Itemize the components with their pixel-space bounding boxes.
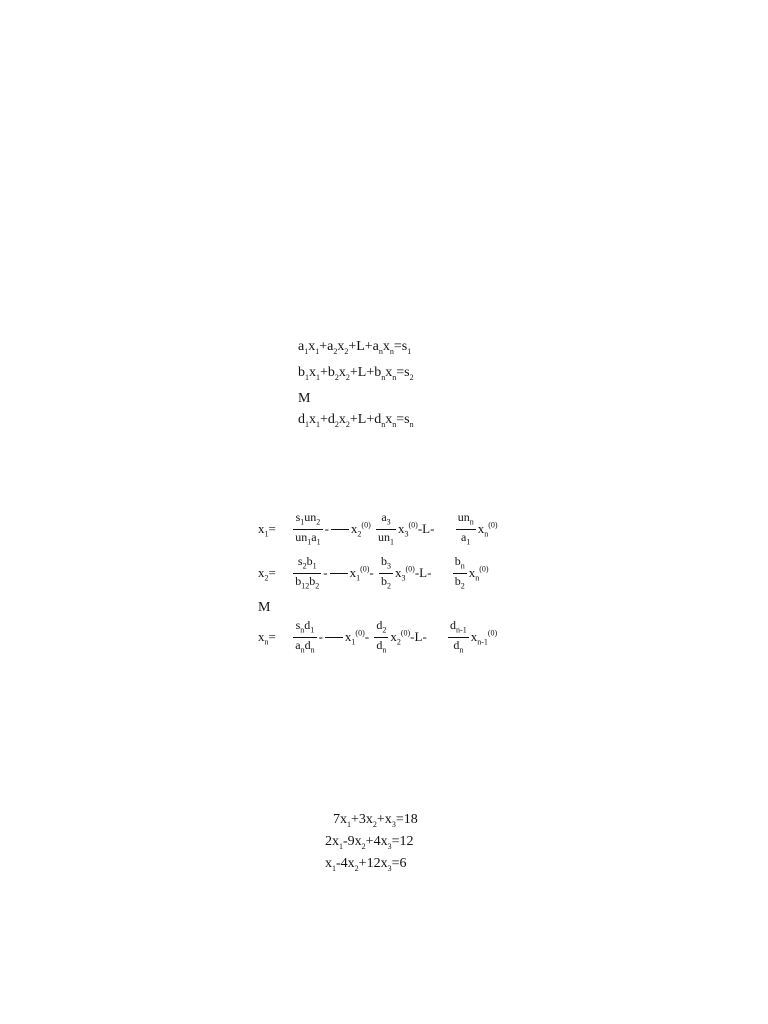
jacobi-row-2: $x_2=$ $\frac{s_2b_1}{b_{12}b_2}$ - $x_1^{(0)}-$ $\frac{b_3}{b_2}$ $x_3^{(0)}-L-$ $\frac{b_n}{b_2}$ $x_n^{(0)}$ <box>258 554 489 591</box>
equation-1: $a_1x_1+a_2x_2+L+a_nx_n=s_1$ <box>298 339 412 356</box>
ellipsis-m: M <box>258 600 271 615</box>
example-equation-2: $2x_1-9x_2+4x_3=12$ <box>325 834 414 851</box>
ellipsis-m: M <box>298 390 311 406</box>
equation-n: $d_1x_1+d_2x_2+L+d_nx_n=s_n$ <box>298 411 414 429</box>
example-equation-3: $x_1-4x_2+12x_3=6$ <box>325 856 407 873</box>
jacobi-row-1: $x_1=$ $\frac{s_1un_2}{un_1a_1}$ - $x_2^{(0)}$ $\frac{a_3}{un_1}$ $x_3^{(0)}-L-$ $\frac{un_n}{a_1}$ $x_n^{(0)}$ <box>258 510 498 547</box>
jacobi-row-n: $x_n=$ $\frac{s_nd_1}{a_nd_n}$ - $x_1^{(0)}-$ $\frac{d_2}{d_n}$ $x_2^{(0)}-L-$ $\frac{d_{n-1}}{d_n}$ $x_{n-1}^{(0)}$ <box>258 618 498 655</box>
equation-2: $b_1x_1+b_2x_2+L+b_nx_n=s_2$ <box>298 364 414 382</box>
example-equation-1: $7x_1+3x_2+x_3=18$ <box>333 812 418 829</box>
linear-system <box>298 336 414 434</box>
